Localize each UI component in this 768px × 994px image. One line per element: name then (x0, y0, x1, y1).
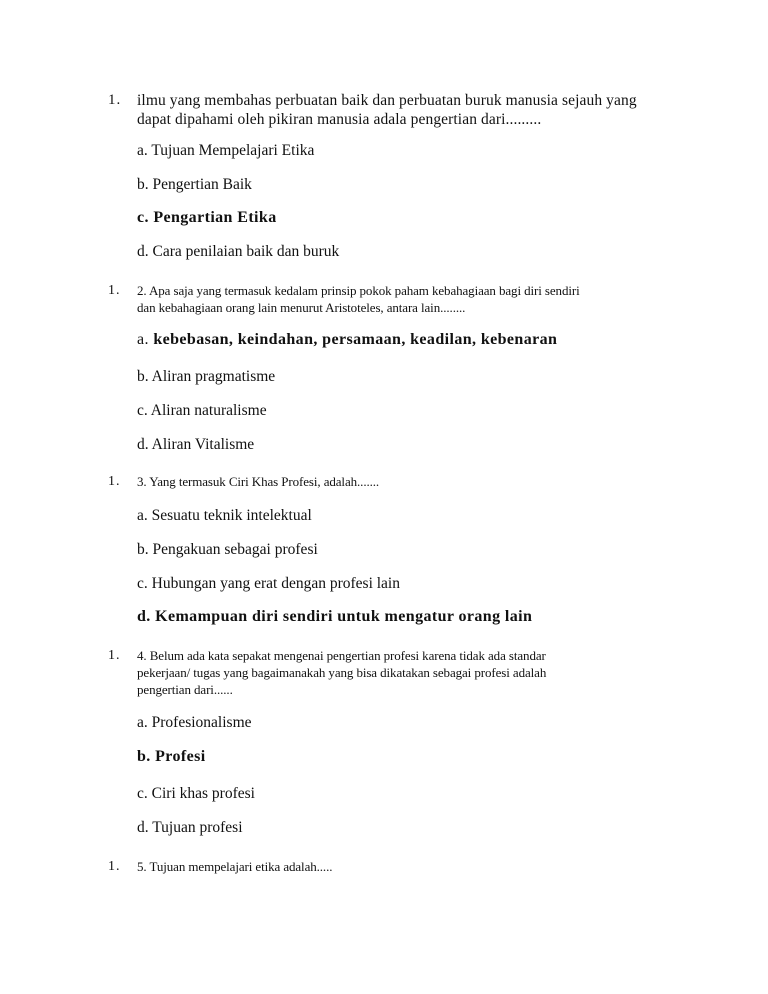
question-4-line-3: pengertian dari...... (137, 682, 233, 697)
question-2-option-d: d. Aliran Vitalisme (137, 436, 255, 453)
question-3-option-a: a. Sesuatu teknik intelektual (137, 507, 312, 524)
question-2-option-c: c. Aliran naturalisme (137, 402, 267, 419)
question-5-line-1: 5. Tujuan mempelajari etika adalah..... (137, 859, 333, 874)
question-4-option-a: a. Profesionalisme (137, 714, 252, 731)
question-4-option-c: c. Ciri khas profesi (137, 785, 255, 802)
question-number: 1. (108, 474, 121, 489)
question-1-option-c: c. Pengartian Etika (137, 209, 277, 226)
question-1-option-d: d. Cara penilaian baik dan buruk (137, 243, 340, 260)
question-1-option-b: b. Pengertian Baik (137, 176, 252, 193)
question-1-line-2: dapat dipahami oleh pikiran manusia adala pengertian dari......... (137, 111, 542, 128)
question-4-line-1: 4. Belum ada kata sepakat mengenai pengertian profesi karena tidak ada standar (137, 648, 546, 663)
question-2-line-2: dan kebahagiaan orang lain menurut Aristoteles, antara lain........ (137, 300, 466, 315)
question-2-option-b: b. Aliran pragmatisme (137, 368, 276, 385)
question-number: 1. (108, 283, 121, 298)
question-3-option-d: d. Kemampuan diri sendiri untuk mengatur orang lain (137, 608, 533, 625)
question-2-line-1: 2. Apa saja yang termasuk kedalam prinsip pokok paham kebahagiaan bagi diri sendiri (137, 283, 580, 298)
question-number: 1. (108, 859, 121, 874)
question-3-line-1: 3. Yang termasuk Ciri Khas Profesi, adalah....... (137, 474, 380, 489)
question-4-option-b: b. Profesi (137, 748, 206, 765)
question-2-option-a: a. kebebasan, keindahan, persamaan, keadilan, kebenaran (137, 331, 558, 348)
question-1-line-1: ilmu yang membahas perbuatan baik dan perbuatan buruk manusia sejauh yang (137, 92, 637, 109)
question-4-line-2: pekerjaan/ tugas yang bagaimanakah yang bisa dikatakan sebagai profesi adalah (137, 665, 547, 680)
question-4-option-d: d. Tujuan profesi (137, 819, 243, 836)
question-1-option-a: a. Tujuan Mempelajari Etika (137, 142, 315, 159)
question-number: 1. (108, 92, 122, 108)
question-number: 1. (108, 648, 121, 663)
question-3-option-b: b. Pengakuan sebagai profesi (137, 541, 318, 558)
question-3-option-c: c. Hubungan yang erat dengan profesi lain (137, 575, 400, 592)
